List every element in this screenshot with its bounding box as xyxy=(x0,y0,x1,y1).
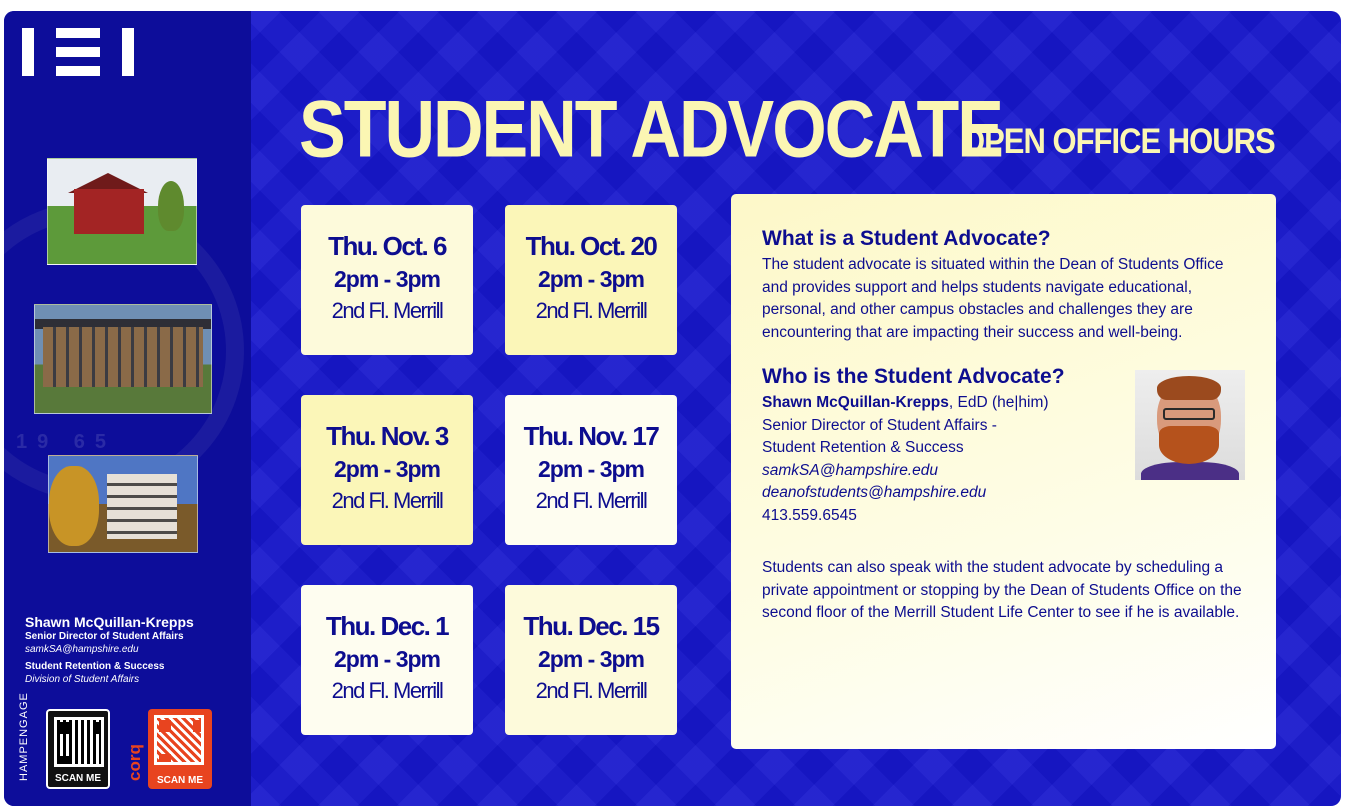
session-date: Thu. Dec. 15 xyxy=(523,611,659,641)
who-heading: Who is the Student Advocate? xyxy=(762,365,1065,388)
dean-email[interactable]: deanofstudents@hampshire.edu xyxy=(762,484,987,501)
what-body: The student advocate is situated within the Dean of Students Office and provides support and helps students navigate educational, personal, and other campus obstacles and challenges they are encountering that are impacting their success and well-being. xyxy=(762,256,1224,341)
contact-email[interactable]: samkSA@hampshire.edu xyxy=(25,644,139,655)
session-date: Thu. Dec. 1 xyxy=(325,611,449,641)
hampengage-label: HAMPENGAGE xyxy=(18,692,30,781)
advocate-name: Shawn McQuillan-Krepps xyxy=(762,394,949,411)
session-card xyxy=(301,205,473,355)
session-time: 2pm - 3pm xyxy=(333,266,441,292)
hampengage-qr-code[interactable] xyxy=(46,709,110,789)
session-location: 2nd Fl. Merrill xyxy=(535,298,647,323)
building-photo xyxy=(34,304,212,414)
session-time: 2pm - 3pm xyxy=(537,646,645,672)
campus-photo xyxy=(48,455,198,553)
what-heading: What is a Student Advocate? xyxy=(762,227,1051,250)
session-card xyxy=(301,585,473,735)
sidebar xyxy=(4,11,251,806)
page-subtitle: OPEN OFFICE HOURS xyxy=(961,121,1275,162)
contact-title: Senior Director of Student Affairs xyxy=(25,631,184,642)
barn-photo xyxy=(47,158,197,265)
scan-me-label: SCAN ME xyxy=(54,773,102,784)
info-panel xyxy=(731,194,1276,749)
corq-qr-code[interactable] xyxy=(148,709,212,789)
advocate-unit: Student Retention & Success xyxy=(762,439,964,456)
scan-me-label: SCAN ME xyxy=(156,775,204,786)
contact-name: Shawn McQuillan-Krepps xyxy=(25,614,194,630)
session-date: Thu. Nov. 17 xyxy=(523,421,659,451)
session-date: Thu. Nov. 3 xyxy=(326,421,448,451)
session-date: Thu. Oct. 6 xyxy=(328,231,446,261)
closing-text: Students can also speak with the student advocate by scheduling a private appointment or stopping by the Dean of Students Office on the second floor of the Merrill Student Life Center to see if he is available. xyxy=(762,559,1242,621)
hampshire-logo xyxy=(22,28,134,78)
qr-code-icon xyxy=(54,717,104,767)
session-card xyxy=(505,395,677,545)
session-location: 2nd Fl. Merrill xyxy=(535,678,647,703)
session-time: 2pm - 3pm xyxy=(537,266,645,292)
session-location: 2nd Fl. Merrill xyxy=(535,488,647,513)
sidebar-contact xyxy=(25,614,240,686)
contact-unit: Student Retention & Success xyxy=(25,661,165,672)
advocate-credentials: , EdD (he|him) xyxy=(948,394,1049,411)
contact-division: Division of Student Affairs xyxy=(25,674,140,685)
poster xyxy=(4,11,1341,806)
session-date: Thu. Oct. 20 xyxy=(525,231,657,261)
qr-code-icon xyxy=(154,715,204,765)
corq-logo: corq xyxy=(125,744,144,781)
advocate-phone: 413.559.6545 xyxy=(762,506,857,524)
session-location: 2nd Fl. Merrill xyxy=(331,488,443,513)
advocate-email[interactable]: samkSA@hampshire.edu xyxy=(762,461,938,479)
session-time: 2pm - 3pm xyxy=(333,456,441,482)
advocate-title: Senior Director of Student Affairs - xyxy=(762,416,997,434)
page-title: STUDENT ADVOCATE xyxy=(299,84,1002,174)
session-time: 2pm - 3pm xyxy=(333,646,441,672)
session-location: 2nd Fl. Merrill xyxy=(331,678,443,703)
session-card xyxy=(505,205,677,355)
advocate-details xyxy=(762,392,1246,527)
session-card xyxy=(301,395,473,545)
advocate-headshot xyxy=(1135,370,1245,480)
session-card xyxy=(505,585,677,735)
session-location: 2nd Fl. Merrill xyxy=(331,298,443,323)
seal-year: 19 65 xyxy=(16,431,117,453)
session-time: 2pm - 3pm xyxy=(537,456,645,482)
